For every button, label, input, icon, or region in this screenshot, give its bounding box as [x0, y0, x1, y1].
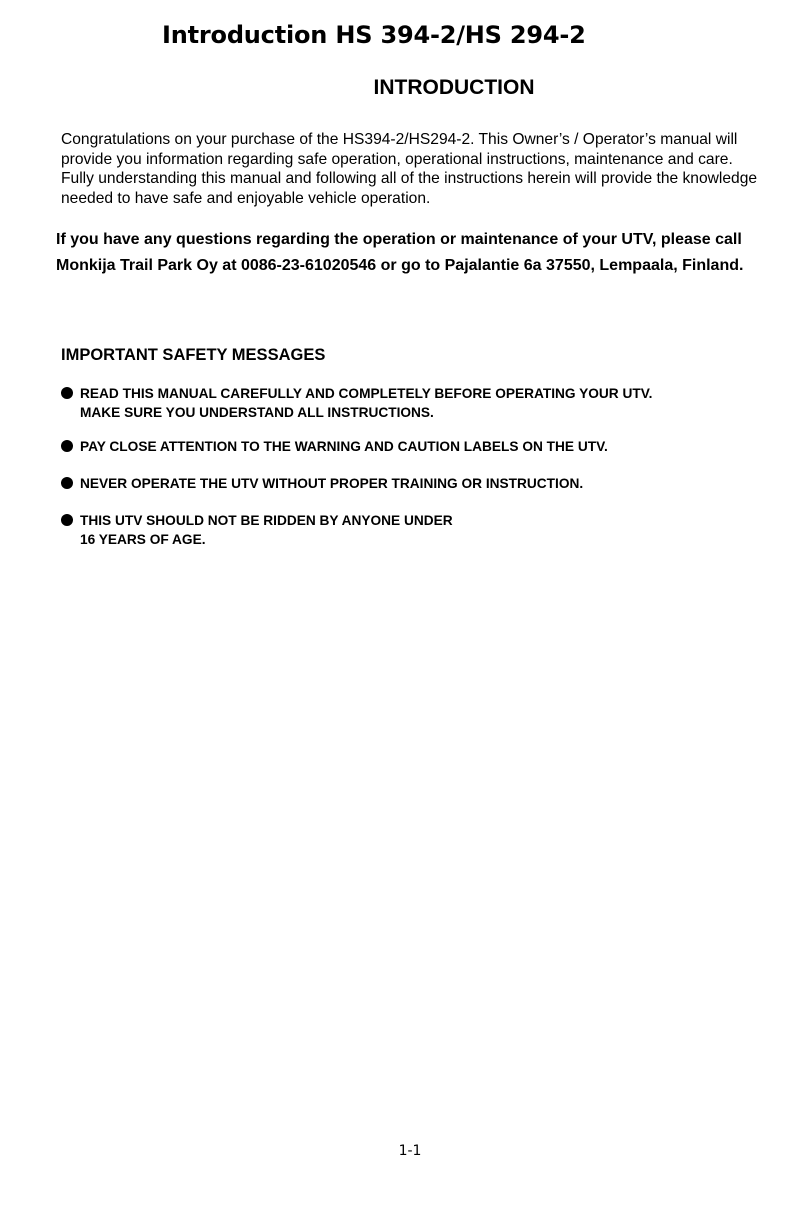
safety-message-item	[61, 384, 781, 421]
safety-message-text: READ THIS MANUAL CAREFULLY AND COMPLETELY BEFORE OPERATING YOUR UTV.	[80, 386, 653, 401]
bullet-icon	[61, 514, 73, 526]
bullet-icon	[61, 477, 73, 489]
bullet-icon	[61, 440, 73, 452]
safety-message-text: PAY CLOSE ATTENTION TO THE WARNING AND CAUTION LABELS ON THE UTV.	[80, 439, 608, 454]
safety-heading: IMPORTANT SAFETY MESSAGES	[61, 346, 326, 364]
page-header-title: Introduction HS 394-2/HS 294-2	[162, 21, 586, 49]
introduction-paragraph: Congratulations on your purchase of the HS394-2/HS294-2. This Owner’s / Operator’s manual will provide you information regarding safe operation, operational instructions, maintenance and care. Fully understanding this manual and following all of the instructions herein will provide the knowledge needed to have safe and enjoyable vehicle operation.	[61, 131, 758, 207]
safety-message-item	[61, 474, 781, 493]
safety-message-item	[61, 437, 781, 456]
bullet-icon	[61, 387, 73, 399]
safety-message-text: NEVER OPERATE THE UTV WITHOUT PROPER TRAINING OR INSTRUCTION.	[80, 476, 584, 491]
page-number: 1-1	[398, 1143, 422, 1159]
contact-paragraph: If you have any questions regarding the operation or maintenance of your UTV, please call Monkija Trail Park Oy at 0086-23-61020546 or go to Pajalantie 6a 37550, Lempaala, Finland.	[56, 231, 744, 274]
safety-message-text: THIS UTV SHOULD NOT BE RIDDEN BY ANYONE UNDER	[80, 513, 453, 528]
safety-message-list	[61, 384, 781, 549]
safety-message-text: 16 YEARS OF AGE.	[80, 532, 206, 547]
safety-message-text: MAKE SURE YOU UNDERSTAND ALL INSTRUCTIONS.	[80, 405, 434, 420]
introduction-heading: INTRODUCTION	[373, 76, 535, 99]
safety-message-item	[61, 511, 781, 549]
